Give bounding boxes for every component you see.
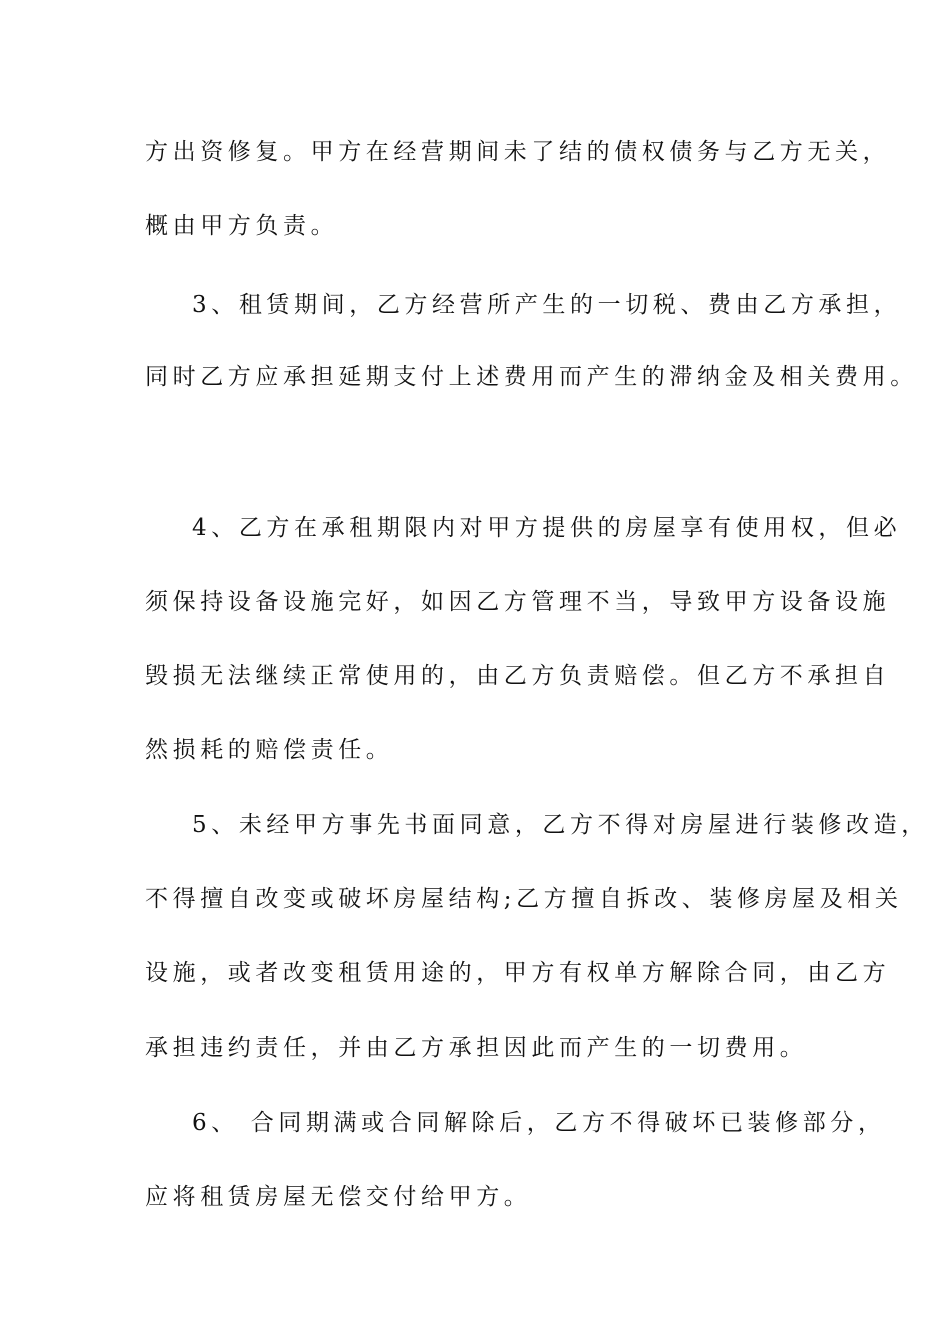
paragraph-line: 方出资修复。甲方在经营期间未了结的债权债务与乙方无关， <box>145 139 891 165</box>
paragraph-line: 设施，或者改变租赁用途的，甲方有权单方解除合同，由乙方 <box>145 960 891 986</box>
paragraph-line: 6、 合同期满或合同解除后，乙方不得破坏已装修部分， <box>192 1110 886 1136</box>
paragraph-line: 然损耗的赔偿责任。 <box>145 737 394 763</box>
paragraph-line: 3、租赁期间，乙方经营所产生的一切税、费由乙方承担， <box>192 292 902 318</box>
paragraph-line: 应将租赁房屋无偿交付给甲方。 <box>145 1184 532 1210</box>
paragraph-line: 不得擅自改变或破坏房屋结构;乙方擅自拆改、装修房屋及相关 <box>145 886 903 912</box>
paragraph-line: 4、乙方在承租期限内对甲方提供的房屋享有使用权，但必 <box>192 515 902 541</box>
paragraph-line: 5、未经甲方事先书面同意，乙方不得对房屋进行装修改造， <box>192 812 929 838</box>
paragraph-line: 同时乙方应承担延期支付上述费用而产生的滞纳金及相关费用。 <box>145 364 918 390</box>
paragraph-line: 毁损无法继续正常使用的，由乙方负责赔偿。但乙方不承担自 <box>145 663 891 689</box>
paragraph-line: 须保持设备设施完好，如因乙方管理不当，导致甲方设备设施 <box>145 589 891 615</box>
paragraph-line: 承担违约责任，并由乙方承担因此而产生的一切费用。 <box>145 1035 808 1061</box>
paragraph-line: 概由甲方负责。 <box>145 213 339 239</box>
